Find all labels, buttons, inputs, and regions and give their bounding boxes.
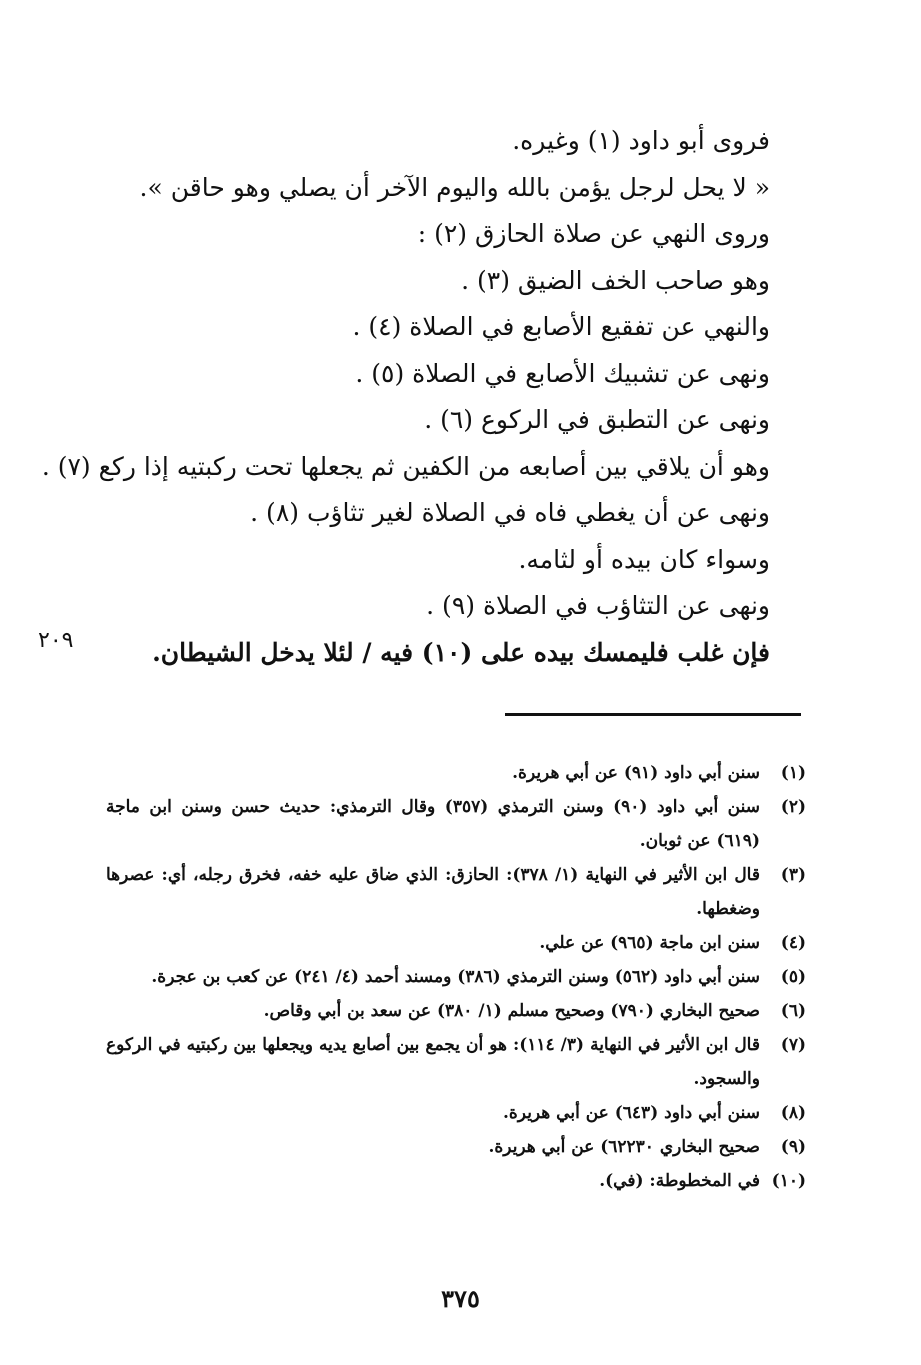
- footnote-number: (١٠): [771, 1171, 806, 1191]
- footnote-text: سنن أبي داود (٦٤٣) عن أبي هريرة.: [502, 1103, 760, 1123]
- text-line: والنهي عن تفقيع الأصابع في الصلاة (٤) .: [352, 312, 770, 341]
- footnote-divider: [505, 713, 801, 716]
- footnote-text: في المخطوطة: (في).: [599, 1171, 760, 1191]
- footnote-number: (٧): [780, 1035, 806, 1055]
- footnote-text: صحيح البخاري (٧٩٠) وصحيح مسلم (١/ ٣٨٠) عن سعد بن أبي وقاص.: [263, 1001, 760, 1021]
- footnote-text: صحيح البخاري ٦٢٢٣٠) عن أبي هريرة.: [488, 1137, 760, 1157]
- footnote: [106, 994, 806, 1028]
- footnote-text: سنن ابن ماجة (٩٦٥) عن علي.: [539, 933, 760, 953]
- text-line: فروى أبو داود (١) وغيره.: [512, 126, 770, 155]
- footnote-text: قال ابن الأثير في النهاية (٣/ ١١٤): هو أن يجمع بين أصابع يديه ويجعلها بين ركبتيه في الركوع والسجود.: [106, 1035, 760, 1089]
- footnote-number: (٨): [780, 1103, 806, 1123]
- footnote-number: (٦): [780, 1001, 806, 1021]
- page-number: ٣٧٥: [441, 1284, 480, 1313]
- text-line: « لا يحل لرجل يؤمن بالله واليوم الآخر أن يصلي وهو حاقن ».: [139, 172, 770, 202]
- text-line: وهو صاحب الخف الضيق (٣) .: [461, 265, 770, 295]
- text-line: ونهى عن التطبق في الركوع (٦) .: [424, 405, 770, 434]
- footnote: [106, 858, 806, 926]
- text-line: فإن غلب فليمسك بيده على (١٠) فيه / لئلا يدخل الشيطان.: [152, 637, 770, 667]
- footnote-text: سنن أبي داود (٥٦٢) وسنن الترمذي (٣٨٦) ومسند أحمد (٤/ ٢٤١) عن كعب بن عجرة.: [151, 967, 760, 987]
- text-line: ونهى عن أن يغطي فاه في الصلاة لغير تثاؤب (٨) .: [250, 498, 770, 527]
- footnote-number: (٣): [780, 865, 806, 885]
- footnote-number: (٥): [780, 967, 806, 987]
- footnote-number: (٤): [780, 933, 806, 953]
- footnote: [106, 1028, 806, 1096]
- footnote-text: سنن أبي داود (٩١) عن أبي هريرة.: [512, 763, 760, 783]
- footnote: [106, 790, 806, 858]
- footnote: [106, 926, 806, 960]
- text-line: ونهى عن تشبيك الأصابع في الصلاة (٥) .: [355, 358, 770, 388]
- text-line: وهو أن يلاقي بين أصابعه من الكفين ثم يجعلها تحت ركبتيه إذا ركع (٧) .: [41, 451, 770, 481]
- footnote-number: (١): [780, 763, 806, 783]
- footnote: [106, 960, 806, 994]
- footnote: [106, 1096, 806, 1130]
- footnote-text: قال ابن الأثير في النهاية (١/ ٣٧٨): الحازق: الذي ضاق عليه خفه، فخرق رجله، أي: عصرها وضغطها.: [106, 865, 760, 919]
- footnote-text: سنن أبي داود (٩٠) وسنن الترمذي (٣٥٧) وقال الترمذي: حديث حسن وسنن ابن ماجة (٦١٩) عن ثوبان.: [106, 797, 760, 851]
- footnote: [106, 1164, 806, 1198]
- footnote-number: (٢): [780, 797, 806, 817]
- footnote: [106, 1130, 806, 1164]
- text-line: وسواء كان بيده أو لثامه.: [518, 544, 770, 574]
- text-line: وروى النهي عن صلاة الحازق (٢) :: [417, 219, 770, 248]
- footnote-number: (٩): [780, 1137, 806, 1157]
- text-line: ونهى عن التثاؤب في الصلاة (٩) .: [426, 591, 770, 620]
- footnote: [106, 756, 806, 790]
- manuscript-page-ref: ٢٠٩: [38, 628, 74, 653]
- footnotes: [106, 756, 806, 1198]
